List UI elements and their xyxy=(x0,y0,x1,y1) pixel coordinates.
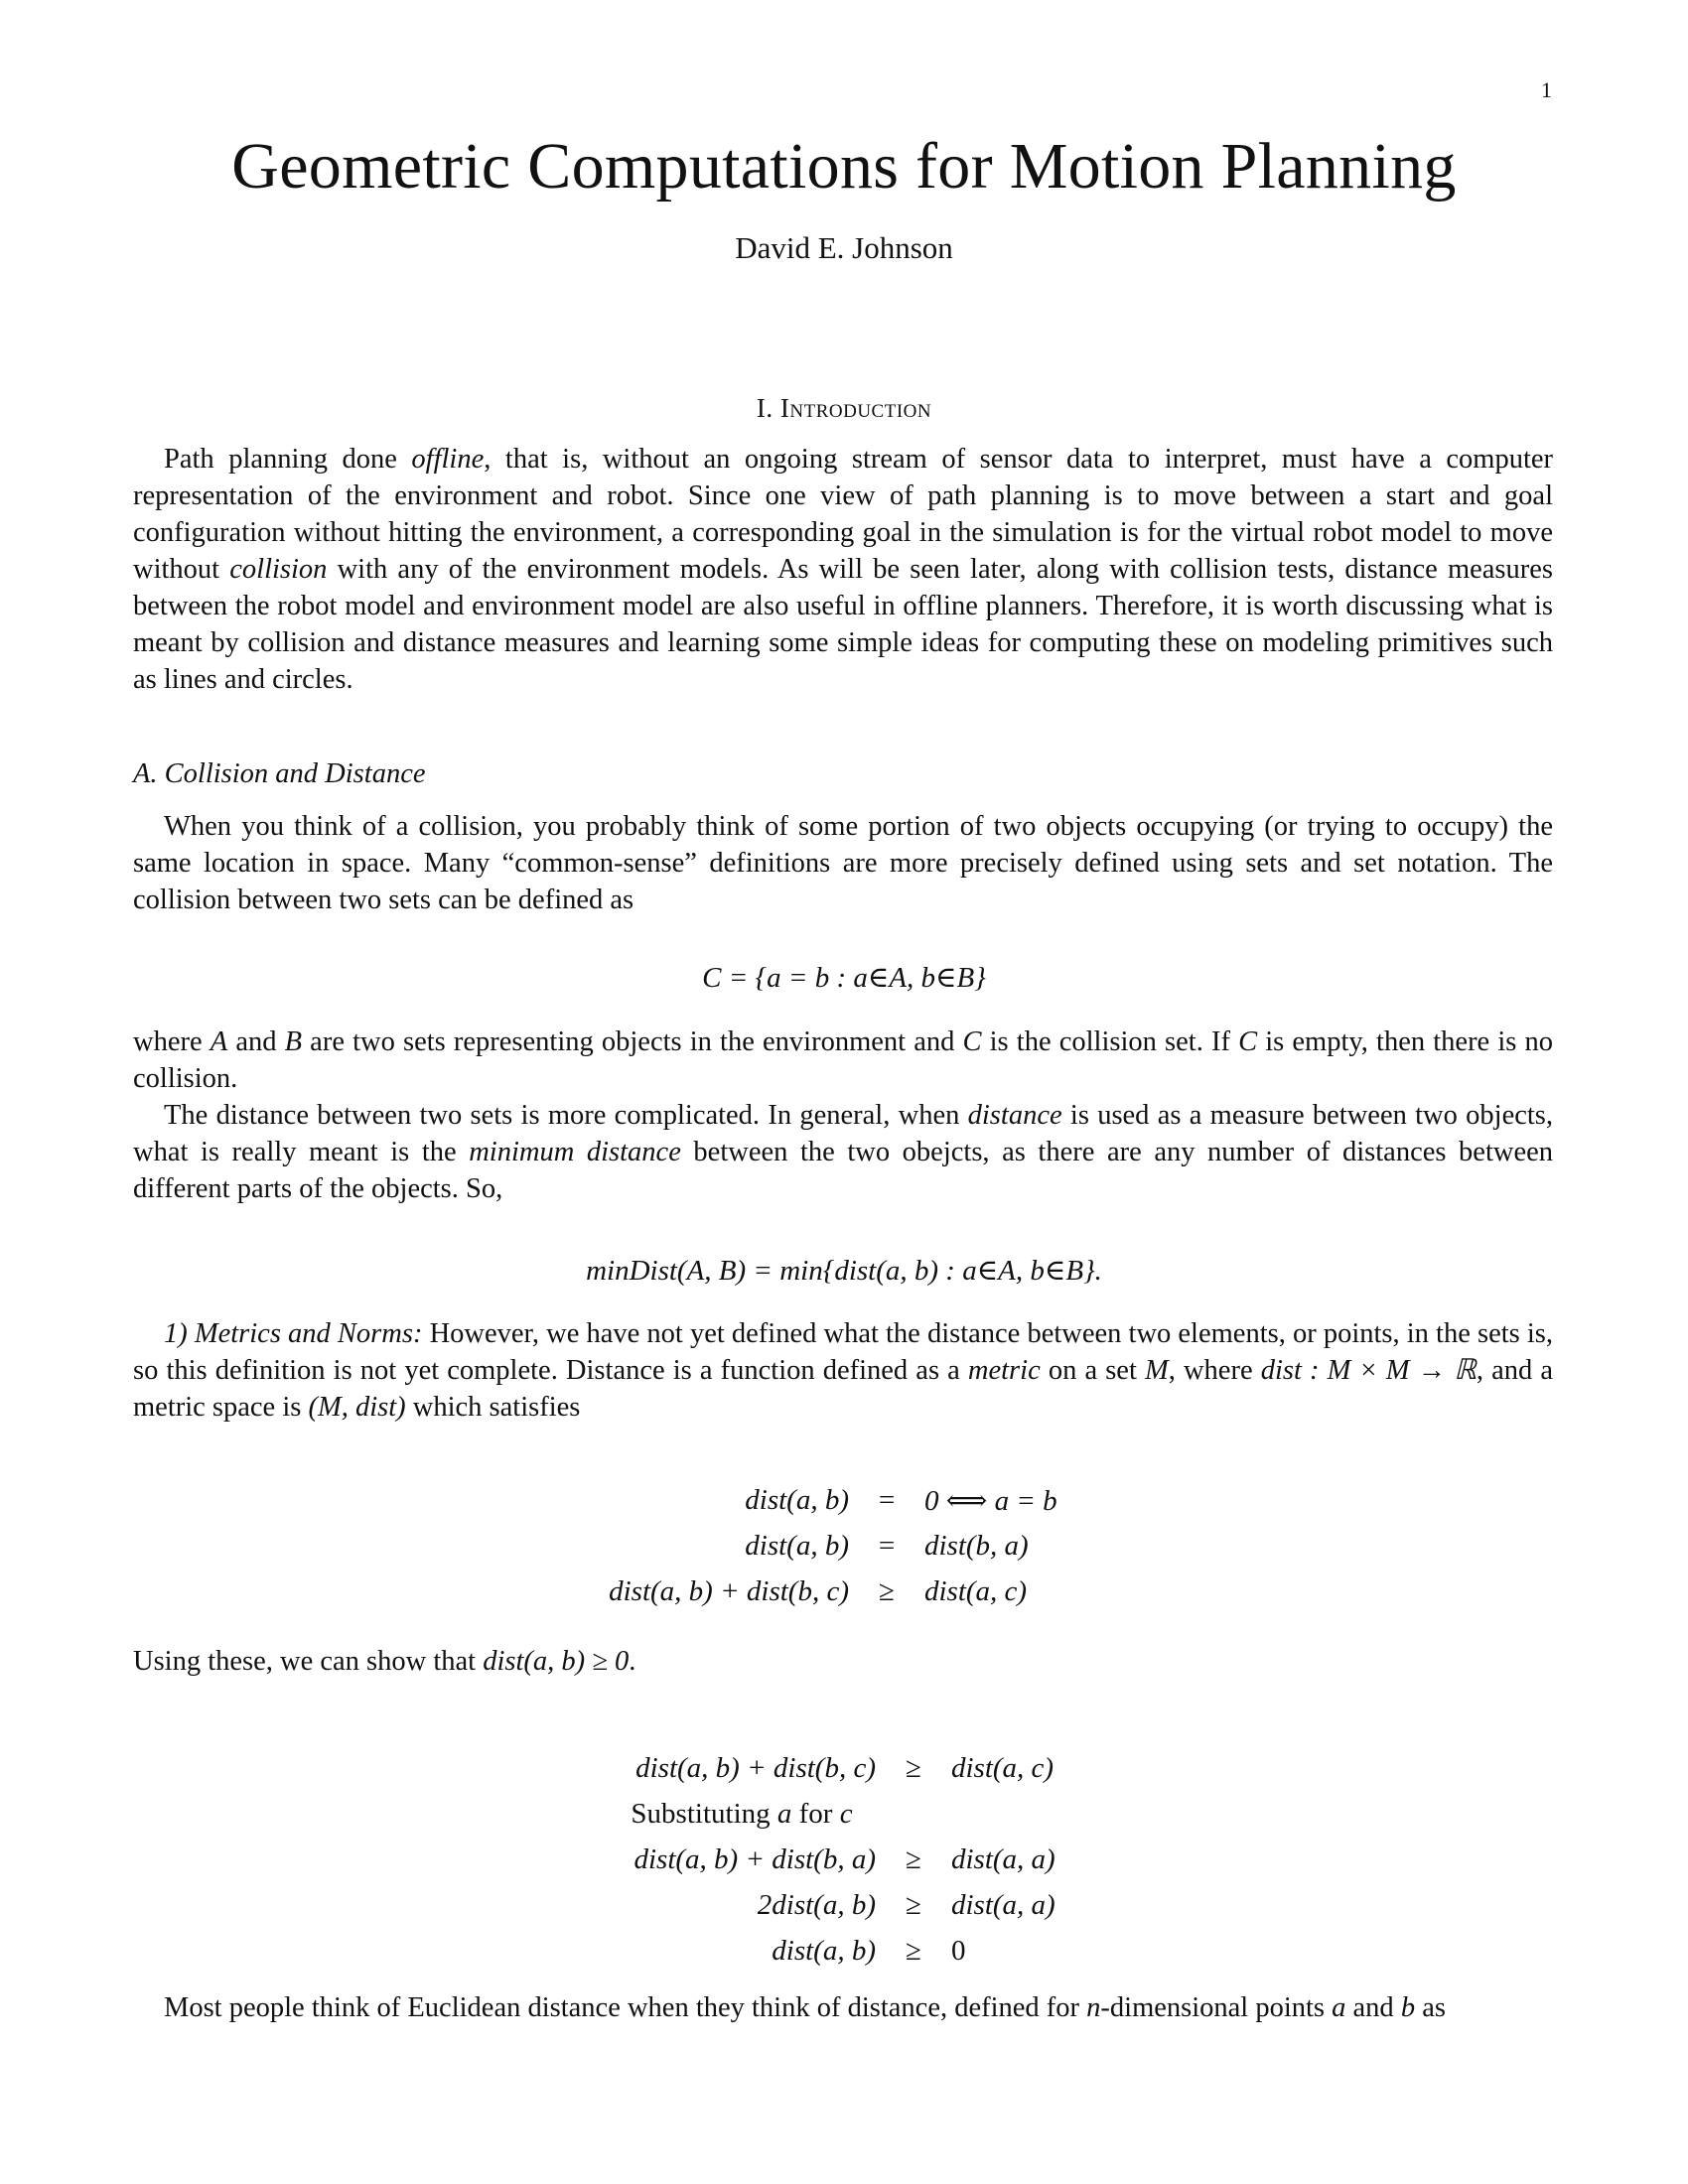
subst-var-a: a xyxy=(776,1797,792,1830)
intro-text-2: , that is, without an ongoing stream of sensor data to interpret, must have a computer representation of the environment and robot. Since one view of path planning is to move between a start and goal configuration without hitting the environment, a corresponding goal in the simulation is for the virtual robot model to move without xyxy=(133,444,1554,585)
metrics-text-5: which satisfies xyxy=(405,1392,581,1423)
equation-lhs: dist(a, b) + dist(b, c) xyxy=(635,1751,876,1784)
equation-operator: = xyxy=(878,1483,896,1516)
equation-min-dist-text: minDist(A, B) = min{dist(a, b) : a∈A, b∈B}. xyxy=(586,1255,1102,1287)
equation-rhs: 0 ⟺ a = b xyxy=(924,1484,1057,1517)
equation-rhs: dist(a, a) xyxy=(951,1843,1055,1875)
var-a: a xyxy=(1332,1992,1346,2023)
var-B: B xyxy=(284,1026,303,1057)
metric-space: (M, dist) xyxy=(308,1392,406,1423)
equation-operator-empty xyxy=(876,1791,951,1837)
proof-row xyxy=(608,1882,1055,1928)
where-paragraph xyxy=(133,1024,1553,1097)
euclid-text-3: and xyxy=(1345,1992,1401,2023)
where-text-5: is empty, then there is no collision. xyxy=(133,1026,1553,1094)
metric-axiom-row xyxy=(581,1569,1057,1614)
proof-row xyxy=(608,1745,1055,1791)
euclid-text-4: as xyxy=(1415,1992,1446,2023)
subst-text-2: for xyxy=(791,1797,840,1830)
equation-rhs-empty xyxy=(951,1791,1055,1837)
page-number: 1 xyxy=(1541,77,1552,102)
distance-text-1: The distance between two sets is more complicated. In general, when xyxy=(164,1100,968,1131)
equation-lhs: dist(a, b) xyxy=(772,1934,876,1967)
subsection-heading-collision-distance: A. Collision and Distance xyxy=(133,758,426,789)
using-expression: dist(a, b) ≥ 0 xyxy=(483,1646,630,1677)
proof-row xyxy=(608,1928,1055,1974)
section-number: I. xyxy=(756,393,774,423)
equation-lhs: dist(a, b) xyxy=(745,1483,849,1516)
metrics-paragraph xyxy=(133,1315,1553,1426)
section-name: Introduction xyxy=(779,393,932,423)
using-text-2: . xyxy=(629,1646,636,1677)
proof-substitution-row xyxy=(608,1791,1055,1837)
equation-operator: ≥ xyxy=(906,1934,921,1967)
var-n: n xyxy=(1086,1992,1101,2023)
equation-array-metric-axioms xyxy=(581,1477,1057,1614)
where-text-2: and xyxy=(227,1026,285,1057)
equation-lhs: dist(a, b) + dist(b, c) xyxy=(609,1574,849,1607)
euclid-text-2: -dimensional points xyxy=(1100,1992,1333,2023)
var-C-2: C xyxy=(1238,1026,1258,1057)
equation-collision-text: C = {a = b : a∈A, b∈B} xyxy=(702,962,986,994)
equation-collision-set xyxy=(0,960,1688,995)
metrics-text-4: , and a metric space is xyxy=(133,1355,1553,1423)
equation-lhs: dist(a, b) + dist(b, a) xyxy=(633,1843,876,1875)
equation-operator: ≥ xyxy=(879,1574,895,1607)
section-heading-introduction xyxy=(0,393,1688,424)
metrics-text-2: on a set xyxy=(1040,1355,1145,1386)
distance-emph-minimum: minimum distance xyxy=(469,1137,681,1167)
subst-var-c: c xyxy=(839,1797,853,1830)
proof-row xyxy=(608,1837,1055,1882)
equation-min-dist xyxy=(0,1253,1688,1288)
metrics-text-3: , where xyxy=(1168,1355,1261,1386)
intro-text-3: with any of the environment models. As will be seen later, along with collision tests, distance measures between the robot model and environment model are also useful in offline planners. Therefore, it is worth discussing what is meant by collision and distance measures and learning some simple ideas for computing these on modeling primitives such as lines and circles. xyxy=(133,554,1553,695)
metrics-text-1: However, we have not yet defined what the distance between two elements, or points, in the sets is, so this definition is not yet complete. Distance is a function defined as a xyxy=(133,1318,1553,1386)
equation-operator: ≥ xyxy=(906,1888,921,1921)
equation-lhs: 2dist(a, b) xyxy=(757,1888,876,1921)
equation-array-nonnegativity-proof xyxy=(608,1745,1055,1974)
equation-operator: ≥ xyxy=(906,1843,921,1875)
subst-text-1: Substituting xyxy=(631,1797,777,1830)
intro-emph-collision: collision xyxy=(229,554,328,585)
euclidean-paragraph xyxy=(133,1989,1553,2026)
intro-paragraph xyxy=(133,441,1553,698)
var-A: A xyxy=(210,1026,228,1057)
var-M: M xyxy=(1144,1355,1169,1386)
metric-signature: dist : M × M → ℝ xyxy=(1260,1355,1477,1386)
metrics-emph-metric: metric xyxy=(967,1355,1041,1386)
where-text-3: are two sets representing objects in the environment and xyxy=(302,1026,963,1057)
equation-lhs: dist(a, b) xyxy=(745,1529,849,1562)
equation-rhs: dist(a, c) xyxy=(924,1574,1028,1607)
equation-rhs: dist(b, a) xyxy=(924,1529,1029,1562)
equation-rhs: 0 xyxy=(951,1934,966,1967)
distance-paragraph xyxy=(133,1097,1553,1207)
equation-operator: = xyxy=(878,1529,896,1562)
var-C: C xyxy=(962,1026,982,1057)
author-name: David E. Johnson xyxy=(735,230,953,265)
metric-axiom-row xyxy=(581,1477,1057,1523)
distance-text-3: between the two obejcts, as there are any number of distances between different parts of the objects. So, xyxy=(133,1137,1554,1204)
where-text-1: where xyxy=(133,1026,211,1057)
where-text-4: is the collision set. If xyxy=(981,1026,1239,1057)
intro-text-1: Path planning done xyxy=(164,444,412,475)
distance-emph-distance: distance xyxy=(967,1100,1062,1131)
equation-rhs: dist(a, a) xyxy=(951,1888,1055,1921)
euclid-text-1: Most people think of Euclidean distance when they think of distance, defined for xyxy=(164,1992,1087,2023)
using-text-1: Using these, we can show that xyxy=(133,1646,484,1677)
equation-rhs: dist(a, c) xyxy=(951,1751,1055,1784)
substitution-note xyxy=(608,1791,876,1837)
using-paragraph xyxy=(133,1643,1553,1680)
metric-axiom-row xyxy=(581,1523,1057,1569)
collision-paragraph: When you think of a collision, you probably think of some portion of two objects occupying (or trying to occupy) the same location in space. Many “common-sense” definitions are more precisely defined using sets and set notation. The collision between two sets can be defined as xyxy=(133,811,1553,915)
distance-text-2: is used as a measure between two objects, what is really meant is the xyxy=(133,1100,1554,1167)
paper-title: Geometric Computations for Motion Planning xyxy=(231,130,1457,203)
equation-operator: ≥ xyxy=(906,1751,921,1784)
metrics-heading: 1) Metrics and Norms: xyxy=(164,1318,423,1349)
var-b: b xyxy=(1400,1992,1416,2023)
intro-emph-offline: offline xyxy=(411,444,485,475)
